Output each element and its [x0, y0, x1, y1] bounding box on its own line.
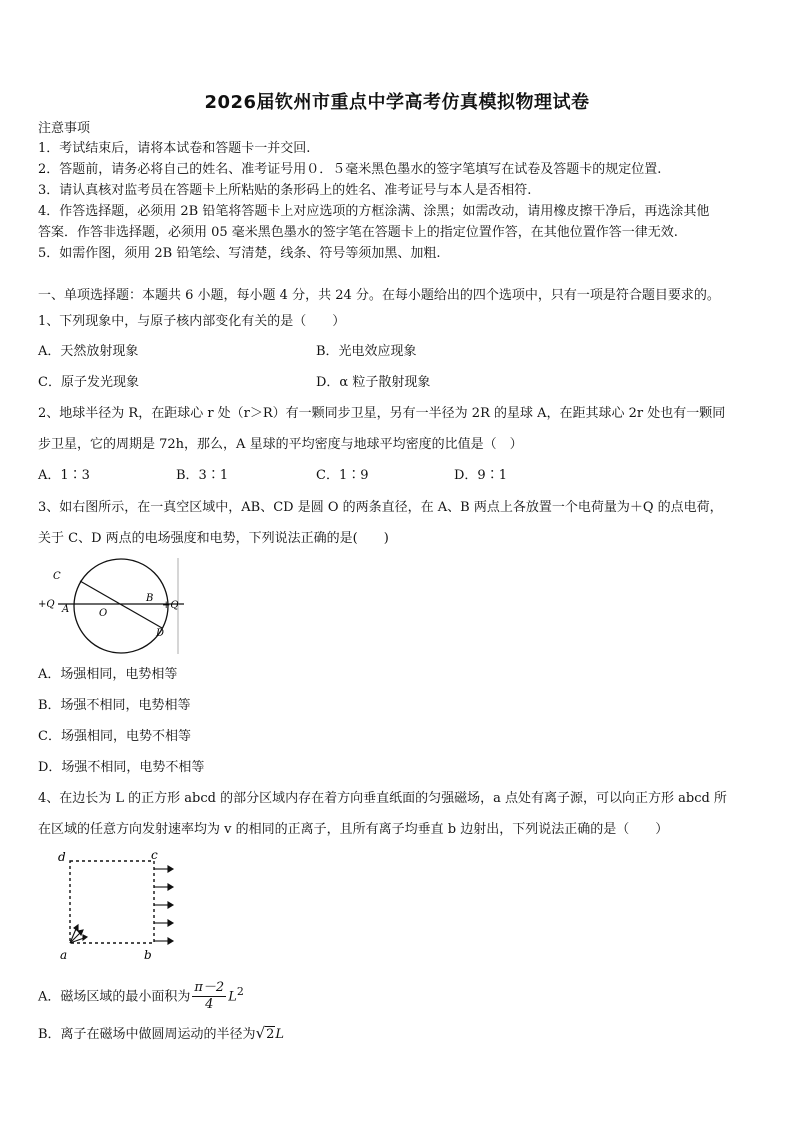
note-item-3: 3．请认真核对监考员在答题卡上所粘贴的条形码上的姓名、准考证号与本人是否相符. — [38, 183, 532, 198]
q1-stem: 1、下列现象中，与原子核内部变化有关的是（ ） — [38, 314, 346, 329]
q2-option-d: D．9∶1 — [454, 468, 507, 483]
q3-option-c: C．场强相同，电势不相等 — [38, 729, 191, 744]
sqrt-radicand: 2 — [266, 1027, 275, 1042]
exponent: 2 — [236, 985, 244, 998]
q2-stem-line1: 2、地球半径为 R，在距球心 r 处（r＞R）有一颗同步卫星，另有一半径为 2R 的星球 A，在距其球心 2r 处也有一颗同 — [38, 406, 726, 421]
fraction — [192, 980, 226, 1013]
q1-option-a: A．天然放射现象 — [38, 344, 139, 359]
q1-option-b: B．光电效应现象 — [316, 344, 417, 359]
label-d: d — [58, 850, 66, 864]
q4-square-figure — [54, 847, 184, 967]
note-item-4: 4．作答选择题，必须用 2B 铅笔将答题卡上对应选项的方框涂满、涂黑；如需改动，请用橡皮擦干净后，再选涂其他 — [38, 204, 710, 219]
notes-heading: 注意事项 — [38, 121, 91, 136]
label-d: D — [156, 628, 165, 639]
sqrt-symbol: √ — [255, 1024, 266, 1042]
q3-option-b: B．场强不相同，电势相等 — [38, 698, 191, 713]
label-b: B — [146, 593, 154, 604]
q4-option-b-text: B．离子在磁场中做圆周运动的半径为 — [38, 1027, 256, 1042]
q4-stem-line1: 4、在边长为 L 的正方形 abcd 的部分区域内存在着方向垂直纸面的匀强磁场，a 点处有离子源，可以向正方形 abcd 所 — [38, 791, 727, 806]
label-c: C — [53, 571, 61, 582]
q2-option-a: A．1∶3 — [38, 468, 90, 483]
q3-circle-figure — [36, 556, 186, 656]
label-left-q: +Q — [38, 599, 55, 610]
label-a: A — [62, 604, 70, 615]
q3-option-d: D．场强不相同，电势不相等 — [38, 760, 205, 775]
q1-option-c: C．原子发光现象 — [38, 375, 139, 390]
fraction-numerator: π－2 — [194, 980, 225, 996]
label-o: O — [99, 608, 108, 619]
note-item-1: 1．考试结束后，请将本试卷和答题卡一并交回. — [38, 141, 311, 156]
circle-o — [74, 559, 168, 653]
var-l: L — [275, 1027, 285, 1042]
page-title: 2026届钦州市重点中学高考仿真模拟物理试卷 — [204, 92, 590, 113]
q2-stem-line2: 步卫星，它的周期是 72h，那么，A 星球的平均密度与地球平均密度的比值是（ ） — [38, 437, 523, 452]
note-item-4-cont: 答案．作答非选择题，必须用 05 毫米黑色墨水的签字笔在答题卡上的指定位置作答，在其他位置作答一律无效. — [38, 225, 678, 240]
label-a: a — [60, 948, 68, 962]
q4-option-a-text: A．磁场区域的最小面积为 — [38, 989, 191, 1005]
fraction-denominator: 4 — [205, 997, 214, 1013]
q4-option-b — [38, 1024, 284, 1044]
label-c: c — [151, 848, 158, 862]
q4-option-a — [38, 975, 244, 1014]
label-b: b — [144, 948, 152, 962]
q3-stem-line2: 关于 C、D 两点的电场强度和电势，下列说法正确的是( ) — [38, 531, 389, 546]
q4-stem-line2: 在区域的任意方向发射速率均为 v 的相同的正离子，且所有离子均垂直 b 边射出，下列说法正确的是（ ） — [38, 822, 669, 837]
exit-arrows — [154, 866, 173, 944]
section-heading: 一、单项选择题：本题共 6 小题，每小题 4 分，共 24 分。在每小题给出的四个选项中，只有一项是符合题目要求的。 — [38, 288, 720, 303]
note-item-5: 5．如需作图，须用 2B 铅笔绘、写清楚，线条、符号等须加黑、加粗. — [38, 246, 441, 261]
source-arrows — [70, 925, 87, 943]
q3-option-a: A．场强相同，电势相等 — [38, 667, 178, 682]
q2-option-c: C．1∶9 — [316, 468, 369, 483]
q2-option-b: B．3∶1 — [176, 468, 229, 483]
q3-stem-line1: 3、如右图所示，在一真空区域中，AB、CD 是圆 O 的两条直径，在 A、B 两点上各放置一个电荷量为＋Q 的点电荷， — [38, 500, 723, 515]
label-right-q: +Q — [162, 600, 179, 611]
q1-option-d: D．α 粒子散射现象 — [316, 375, 431, 390]
var-l: L — [228, 989, 237, 1005]
note-item-2: 2．答题前，请务必将自己的姓名、准考证号用０．５毫米黑色墨水的签字笔填写在试卷及答题卡的规定位置. — [38, 162, 662, 177]
